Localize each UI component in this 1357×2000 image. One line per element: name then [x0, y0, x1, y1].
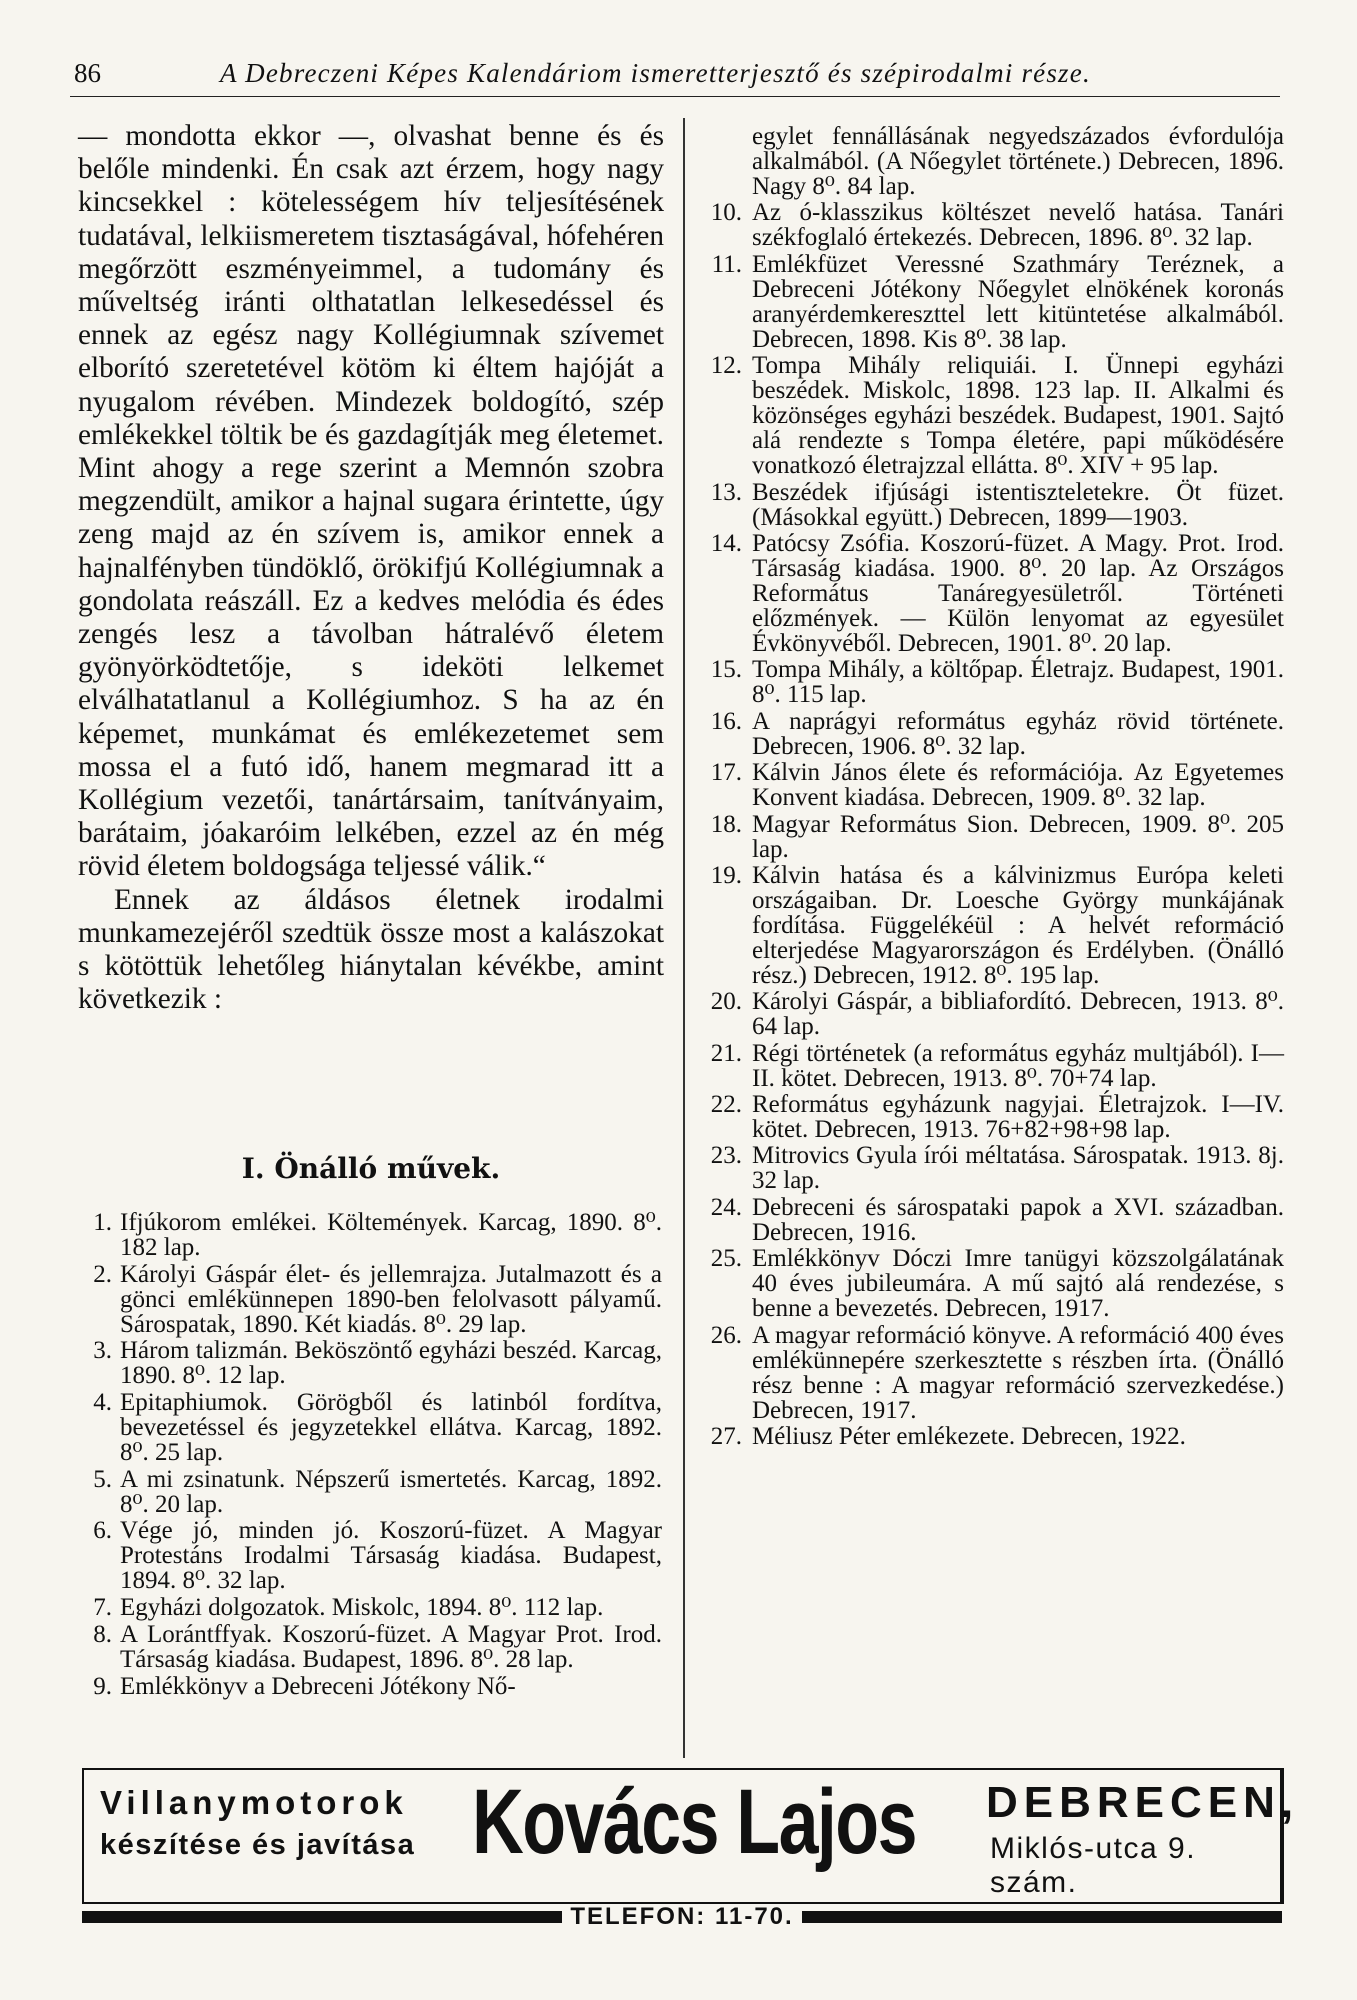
list-item-text: Károlyi Gáspár élet- és jellemrajza. Jutalmazott és a gönci emlékünnepen 1890-ben felolvasott pályamű. Sárospatak, 1890. Két kiadás. 8⁰. 29 lap.: [120, 1260, 662, 1338]
list-item-text: Az ó-klasszikus költészet nevelő hatása. Tanári székfoglaló értekezés. Debrecen, 1896. 8⁰. 32 lap.: [752, 199, 1284, 252]
list-item-text: Méliusz Péter emlékezete. Debrecen, 1922.: [752, 1423, 1186, 1451]
page-number: 86: [74, 58, 101, 88]
list-item: [72, 1674, 662, 1699]
advertisement: [82, 1768, 1300, 1904]
list-item: [700, 1246, 1284, 1321]
ad-service: [100, 1782, 415, 1866]
list-item: [700, 1195, 1284, 1245]
list-item-text: A naprágyi református egyház rövid története. Debrecen, 1906. 8⁰. 32 lap.: [752, 707, 1284, 760]
list-item-number: 9.: [93, 1672, 112, 1700]
list-item: [700, 252, 1284, 352]
ad-bar-right: [802, 1911, 1282, 1923]
list-item-number: 6.: [93, 1517, 112, 1545]
ad-line-2: készítése és javítása: [100, 1829, 416, 1861]
list-item: [700, 1143, 1284, 1193]
list-item-number: 22.: [710, 1091, 742, 1119]
list-item-text: A magyar reformáció könyve. A reformáció 400 éves emlékünnepére szerkesztette s részben írta. (Önálló rész benne : A magyar reformáció szervezkedése.) Debrecen, 1917.: [752, 1321, 1284, 1424]
page-header: [70, 56, 1280, 97]
list-item: [72, 1467, 662, 1517]
list-item: [72, 1622, 662, 1672]
list-item-text: Református egyházunk nagyjai. Életrajzok. I—IV. kötet. Debrecen, 1913. 76+82+98+98 lap.: [752, 1091, 1284, 1144]
list-item: [700, 709, 1284, 759]
list-item-number: 5.: [93, 1465, 112, 1493]
list-item-number: 26.: [710, 1321, 742, 1349]
list-item-number: 18.: [710, 810, 742, 838]
ad-city: DEBRECEN,: [986, 1778, 1300, 1827]
list-item-text: Régi történetek (a református egyház multjából). I—II. kötet. Debrecen, 1913. 8⁰. 70+74 lap.: [752, 1039, 1284, 1092]
list-item-number: 16.: [710, 707, 742, 735]
list-item-text: Emlékfüzet Veressné Szathmáry Teréznek, a Debreceni Jótékony Nőegylet elnökének koronás aranyérdemkereszttel lett kitüntetése alkalmából. Debrecen, 1898. Kis 8⁰. 38 lap.: [752, 250, 1284, 353]
list-item: [700, 760, 1284, 810]
list-item-text: Patócsy Zsófia. Koszorú-füzet. A Magy. Prot. Irod. Társaság kiadása. 1900. 8⁰. 20 lap. Az Országos Református Tanáregyesületről. Történeti előzmények. — Külön lenyomat az egyesület Évkönyvéből. Debrecen, 1901. 8⁰. 20 lap.: [752, 529, 1284, 657]
list-item-number: 7.: [93, 1594, 112, 1622]
list-item-number: 15.: [710, 656, 742, 684]
list-item: [72, 1210, 662, 1260]
list-item-number: 1.: [93, 1209, 112, 1236]
list-item-text: Beszédek ifjúsági istentiszteletekre. Öt füzet. (Másokkal együtt.) Debrecen, 1899—1903.: [752, 478, 1284, 531]
list-item-text: Tompa Mihály, a költőpap. Életrajz. Budapest, 1901. 8⁰. 115 lap.: [752, 656, 1284, 709]
list-item-text: egylet fennállásának negyedszázados évfordulója alkalmából. (A Nőegylet története.) Debrecen, 1896. Nagy 8⁰. 84 lap.: [752, 123, 1284, 200]
section-title: I. Önálló művek.: [241, 1152, 501, 1185]
list-item-text: Kálvin János élete és reformációja. Az Egyetemes Konvent kiadása. Debrecen, 1909. 8⁰. 32 lap.: [752, 759, 1284, 812]
ad-business-name: Kovács Lajos: [472, 1771, 916, 1873]
list-item-number: 25.: [710, 1245, 742, 1273]
list-item: [700, 812, 1284, 862]
list-item-number: 4.: [93, 1389, 112, 1417]
list-item-number: 27.: [710, 1423, 742, 1451]
list-item-text: Mitrovics Gyula írói méltatása. Sárospatak. 1913. 8j. 32 lap.: [752, 1142, 1284, 1195]
list-item-number: 12.: [710, 352, 742, 380]
list-item-continuation: [700, 124, 1284, 199]
works-list-right: [700, 124, 1284, 1450]
list-item-text: Kálvin hatása és a kálvinizmus Európa keleti országaiban. Dr. Loesche György munkájának fordítása. Függelékéül : A helvét reformáció elterjedése Magyarországon és Erdélyben. (Önálló rész.) Debrecen, 1912. 8⁰. 195 lap.: [752, 861, 1284, 989]
list-item: [72, 1390, 662, 1465]
list-item: [700, 989, 1284, 1039]
list-item-text: Epitaphiumok. Görögből és latinból fordítva, bevezetéssel és jegyzetekkel ellátva. Karcag, 1892. 8⁰. 25 lap.: [120, 1389, 662, 1467]
list-item-number: 23.: [710, 1142, 742, 1170]
list-item: [700, 657, 1284, 707]
list-item-number: 14.: [710, 529, 742, 557]
list-item: [72, 1595, 662, 1620]
list-item-text: Vége jó, minden jó. Koszorú-füzet. A Magyar Protestáns Irodalmi Társaság kiadása. Budapest, 1894. 8⁰. 32 lap.: [120, 1517, 662, 1595]
list-item: [72, 1262, 662, 1337]
ad-phone-bar: [82, 1903, 1282, 1930]
list-item-text: A Lorántffyak. Koszorú-füzet. A Magyar Prot. Irod. Társaság kiadása. Budapest, 1896. 8⁰. 28 lap.: [120, 1620, 662, 1673]
list-item-text: Három talizmán. Beköszöntő egyházi beszéd. Karcag, 1890. 8⁰. 12 lap.: [120, 1337, 662, 1390]
list-item: [72, 1518, 662, 1593]
list-item-number: 13.: [710, 478, 742, 506]
list-item-text: Magyar Református Sion. Debrecen, 1909. 8⁰. 205 lap.: [752, 810, 1284, 863]
list-item: [700, 200, 1284, 250]
list-item-number: 2.: [93, 1260, 112, 1288]
list-item: [700, 1323, 1284, 1423]
list-item-number: 20.: [710, 988, 742, 1016]
ad-phone: TELEFON: 11-70.: [570, 1903, 794, 1930]
list-item: [700, 1424, 1284, 1449]
list-item: [700, 1092, 1284, 1142]
left-column-text: [78, 120, 664, 1016]
quote-paragraph: — mondotta ekkor —, olvashat benne és és belőle mindenki. Én csak azt érzem, hogy nagy kincsekkel : kötelességem hív teljesítésének tudatával, lelkiismeretem tisztaságával, hófehéren megőrzött eszményeimmel, a tudomány és műveltség iránti olthatatlan lelkesedéssel és ennek az egész nagy Kollégiumnak szívemet elborító szeretetével kötöm ki éltem hajóját a nyugalom révében. Mindezek boldogító, szép emlékekkel töltik be és gazdagítják meg életemet. Mint ahogy a rege szerint a Memnón szobra megzendült, amikor a hajnal sugara érintette, úgy zeng majd az én szívem is, amikor ennek a hajnalfényben tündöklő, örökifjú Kollégiumnak a gondolata reászáll. Ez a kedves melódia és édes zengés lesz a távolban hátralévő életem gyönyörködtetője, s ideköti lelkemet elválhatatlanul a Kollégiumhoz. S ha az én képemet, munkámat és emlékezetemet sem mossa el a futó idő, hanem megmarad itt a Kollégium vezetői, tanártársaim, tanítványaim, barátaim, jóakaróim lelkében, ezzel az én még rövid életem boldogsága teljessé válik.“: [78, 120, 664, 883]
list-item-text: Tompa Mihály reliquiái. I. Ünnepi egyházi beszédek. Miskolc, 1898. 123 lap. II. Alkalmi és közönséges egyházi beszédek. Budapest, 1901. Sajtó alá rendezte s Tompa életére, papi működésére vonatkozó életrajzzal ellátta. 8⁰. XIV + 95 lap.: [752, 352, 1284, 480]
list-item: [700, 353, 1284, 478]
ad-line-1: Villanymotorok: [100, 1784, 408, 1821]
list-item-text: Emlékkönyv Dóczi Imre tanügyi közszolgálatának 40 éves jubileumára. A mű sajtó alá rendezése, s benne a bevezetés. Debrecen, 1917.: [752, 1245, 1284, 1323]
list-item-text: Egyházi dolgozatok. Miskolc, 1894. 8⁰. 112 lap.: [120, 1594, 604, 1622]
list-item-number: 21.: [710, 1039, 742, 1067]
column-divider: [683, 118, 685, 1758]
list-item: [72, 1338, 662, 1388]
list-item-number: 17.: [710, 759, 742, 787]
intro-paragraph: Ennek az áldásos életnek irodalmi munkamezejéről szedtük össze most a kalászokat s kötöttük lehetőleg hiánytalan kévékbe, amint következik :: [78, 883, 664, 1016]
list-item-text: Debreceni és sárospataki papok a XVI. században. Debrecen, 1916.: [752, 1193, 1284, 1246]
list-item: [700, 863, 1284, 988]
list-item: [700, 1041, 1284, 1091]
list-item-number: 24.: [710, 1193, 742, 1221]
list-item-number: 10.: [710, 199, 742, 227]
list-item-number: 3.: [93, 1337, 112, 1365]
list-item: [700, 480, 1284, 530]
list-item-text: Ifjúkorom emlékei. Költemények. Karcag, 1890. 8⁰. 182 lap.: [120, 1209, 662, 1261]
ad-bar-left: [82, 1911, 562, 1923]
list-item-text: Károlyi Gáspár, a bibliafordító. Debrecen, 1913. 8⁰. 64 lap.: [752, 988, 1284, 1041]
list-item-text: Emlékkönyv a Debreceni Jótékony Nő-: [120, 1672, 516, 1700]
list-item-number: 8.: [93, 1620, 112, 1648]
list-item-number: 19.: [710, 861, 742, 889]
works-list-left: [72, 1210, 662, 1700]
list-item-text: A mi zsinatunk. Népszerű ismertetés. Karcag, 1892. 8⁰. 20 lap.: [120, 1465, 662, 1518]
list-item: [700, 531, 1284, 656]
running-title: A Debreczeni Képes Kalendáriom ismeretterjesztő és szépirodalmi része.: [220, 58, 1091, 88]
list-item-number: 11.: [711, 250, 742, 278]
ad-address: Miklós-utca 9. szám.: [990, 1832, 1197, 1899]
